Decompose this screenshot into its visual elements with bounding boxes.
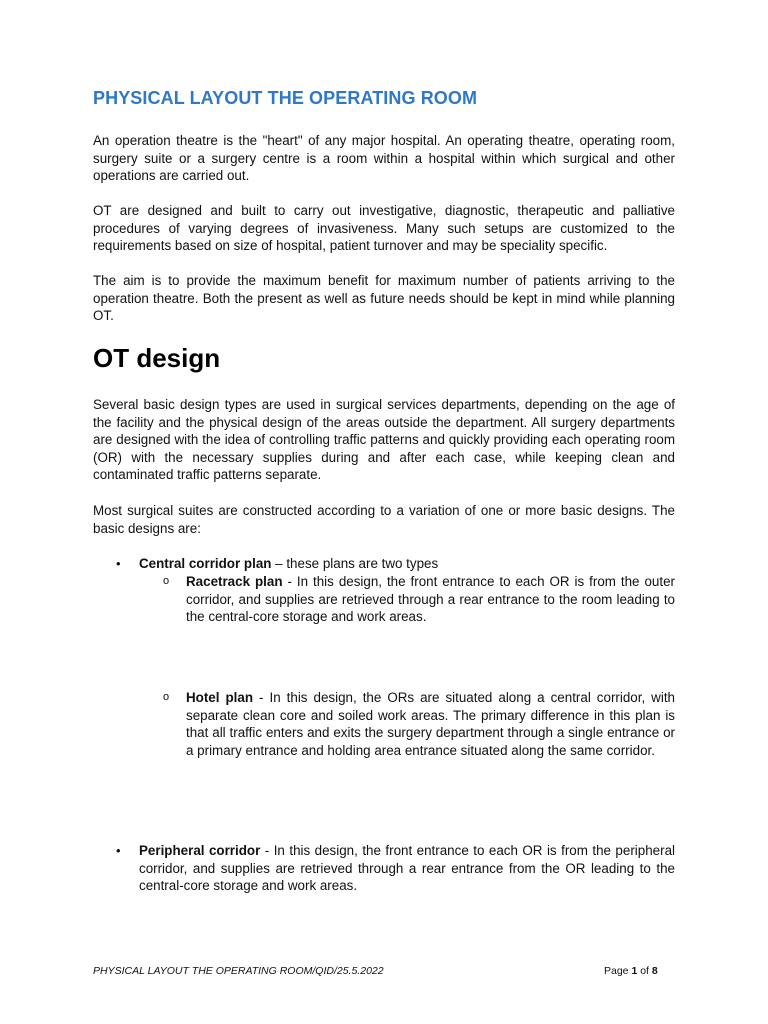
intro-paragraph-2: OT are designed and built to carry out investigative, diagnostic, therapeutic and palliative procedures of varying degrees of invasiveness. Many such setups are customized to the requirements based on size of hospital, patient turnover and may be speciality specific. — [93, 203, 675, 254]
list-item-racetrack-plan — [186, 573, 675, 626]
bullet-icon: • — [116, 556, 121, 571]
page-total: 8 — [651, 965, 658, 977]
intro-paragraph-3: The aim is to provide the maximum benefit for maximum number of patients arriving to the operation theatre. Both the present as well as future needs should be kept in mind while planning OT. — [93, 273, 675, 324]
page-word: Page — [604, 965, 632, 977]
section-heading-ot-design: OT design — [93, 343, 221, 373]
list-item-text: - In this design, the ORs are situated along a central corridor, with separate clean core and soiled work areas. The primary difference in this plan is that all traffic enters and exits the surgery department through a single entrance or a primary entrance and holding area entrance situated along the same corridor. — [186, 690, 675, 758]
list-item-text: - In this design, the front entrance to each OR is from the outer corridor, and supplies are retrieved through a rear entrance to the room leading to the central-core storage and work areas. — [186, 574, 675, 625]
sub-bullet-icon: o — [163, 691, 170, 703]
list-item-central-corridor — [139, 555, 679, 573]
list-item-term: Central corridor plan — [139, 556, 272, 571]
bullet-icon: • — [116, 843, 121, 858]
page-of: of — [637, 965, 652, 977]
intro-paragraph-1: An operation theatre is the "heart" of any major hospital. An operating theatre, operating room, surgery suite or a surgery centre is a room within a hospital within which surgical and other operations are carried out. — [93, 133, 675, 184]
list-item-text: – these plans are two types — [271, 556, 439, 571]
design-paragraph-1: Several basic design types are used in surgical services departments, depending on the age of the facility and the physical design of the areas outside the department. All surgery departments are designed with the idea of controlling traffic patterns and quickly providing each operating room (OR) with the necessary supplies during and after each case, while keeping clean and contaminated traffic patterns separate. — [93, 397, 675, 483]
sub-bullet-icon: o — [163, 575, 170, 587]
list-item-term: Peripheral corridor — [139, 843, 261, 858]
footer-document-reference: PHYSICAL LAYOUT THE OPERATING ROOM/QID/25.5.2022 — [93, 965, 384, 977]
design-paragraph-2: Most surgical suites are constructed according to a variation of one or more basic designs. The basic designs are: — [93, 503, 675, 536]
list-item-peripheral-corridor — [139, 842, 675, 895]
footer-page-number — [604, 965, 658, 977]
list-item-term: Hotel plan — [186, 690, 254, 705]
list-item-text: - In this design, the front entrance to each OR is from the peripheral corridor, and supplies are retrieved through a rear entrance from the OR leading to the central-core storage and work areas. — [139, 843, 675, 894]
document-title: PHYSICAL LAYOUT THE OPERATING ROOM — [93, 88, 478, 108]
list-item-term: Racetrack plan — [186, 574, 283, 589]
list-item-hotel-plan — [186, 689, 675, 759]
page-current: 1 — [631, 965, 638, 977]
